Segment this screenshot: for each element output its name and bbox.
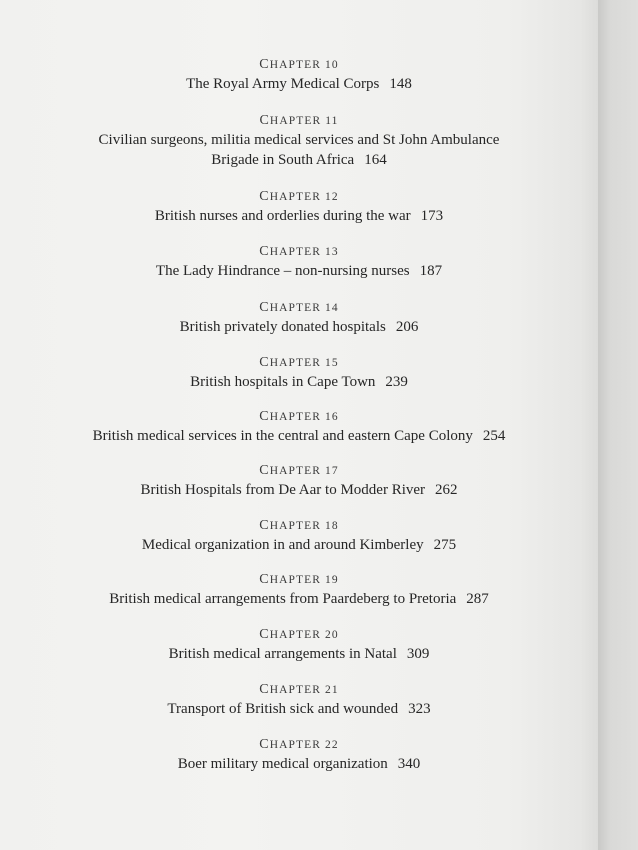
chapter-heading: CHAPTER 12: [259, 189, 339, 204]
chapter-title-line2: Brigade in South Africa: [211, 152, 355, 168]
chapter-number: 12: [325, 191, 339, 203]
toc-entry-15: [0, 356, 598, 392]
chapter-heading: CHAPTER 11: [259, 113, 339, 128]
chapter-title: Medical organization in and around Kimberley 275: [141, 537, 457, 553]
chapter-number: 10: [325, 59, 339, 71]
chapter-number: 18: [325, 520, 339, 532]
chapter-heading: CHAPTER 20: [259, 627, 339, 642]
chapter-number: 15: [325, 357, 339, 369]
page-number: 287: [466, 591, 489, 607]
page-number: 148: [389, 76, 412, 92]
page-number: 309: [406, 646, 430, 662]
toc-entry-13: [0, 245, 598, 281]
chapter-title-line1: Civilian surgeons, militia medical services and St John Ambulance: [98, 132, 500, 148]
page-number: 262: [435, 482, 458, 498]
chapter-title: British privately donated hospitals 206: [179, 319, 419, 335]
chapter-heading: CHAPTER 18: [259, 518, 339, 533]
chapter-heading: CHAPTER 19: [259, 572, 339, 587]
toc-entry-20: [0, 628, 598, 664]
chapter-number: 22: [325, 739, 339, 751]
page-number: 323: [408, 701, 431, 717]
chapter-title: British medical arrangements in Natal 309: [168, 646, 430, 662]
page-number: 187: [419, 263, 443, 279]
chapter-title: British hospitals in Cape Town 239: [190, 374, 408, 390]
chapter-title: British medical services in the central and eastern Cape Colony 254: [92, 428, 506, 444]
chapter-number: 14: [325, 302, 339, 314]
page-number: 239: [385, 374, 408, 390]
page-number: 173: [420, 208, 444, 224]
chapter-number: 13: [325, 246, 339, 258]
toc-entry-16: [0, 410, 598, 446]
chapter-title: [0, 130, 598, 170]
page-number: 340: [397, 756, 421, 772]
page-number: 275: [433, 537, 457, 553]
toc-entry-14: [0, 301, 598, 337]
chapter-title: British medical arrangements from Paardeberg to Pretoria 287: [109, 591, 489, 607]
chapter-title: British Hospitals from De Aar to Modder River 262: [140, 482, 458, 498]
chapter-heading: CHAPTER 16: [259, 409, 339, 424]
page-number: 164: [364, 152, 387, 168]
page-number: 206: [395, 319, 419, 335]
chapter-number: 21: [325, 684, 339, 696]
chapter-heading: CHAPTER 15: [259, 355, 339, 370]
toc-entry-17: [0, 464, 598, 500]
page-number: 254: [482, 428, 506, 444]
chapter-heading: CHAPTER 17: [259, 463, 339, 478]
chapter-heading: CHAPTER 21: [259, 682, 339, 697]
chapter-number: 11: [325, 115, 339, 127]
toc-entry-12: [0, 190, 598, 226]
chapter-number: 16: [325, 411, 339, 423]
chapter-title: Boer military medical organization 340: [177, 756, 421, 772]
chapter-number: 20: [325, 629, 339, 641]
toc-entry-21: [0, 683, 598, 719]
toc-entry-22: [0, 738, 598, 774]
toc-entry-10: [0, 58, 598, 94]
toc-entry-11: [0, 114, 598, 170]
chapter-heading: CHAPTER 10: [259, 57, 339, 72]
chapter-heading: CHAPTER 13: [259, 244, 339, 259]
toc-entry-18: [0, 519, 598, 555]
toc-entry-19: [0, 573, 598, 609]
chapter-heading: CHAPTER 14: [259, 300, 339, 315]
chapter-title: The Royal Army Medical Corps 148: [186, 76, 412, 92]
chapter-number: 19: [325, 574, 339, 586]
chapter-heading: CHAPTER 22: [259, 737, 339, 752]
chapter-number: 17: [325, 465, 339, 477]
chapter-title: The Lady Hindrance – non-nursing nurses 187: [155, 263, 443, 279]
chapter-word: HAPTER: [269, 59, 322, 71]
chapter-title: British nurses and orderlies during the war 173: [154, 208, 444, 224]
background-surface: [598, 0, 638, 850]
chapter-title: Transport of British sick and wounded 323: [167, 701, 431, 717]
